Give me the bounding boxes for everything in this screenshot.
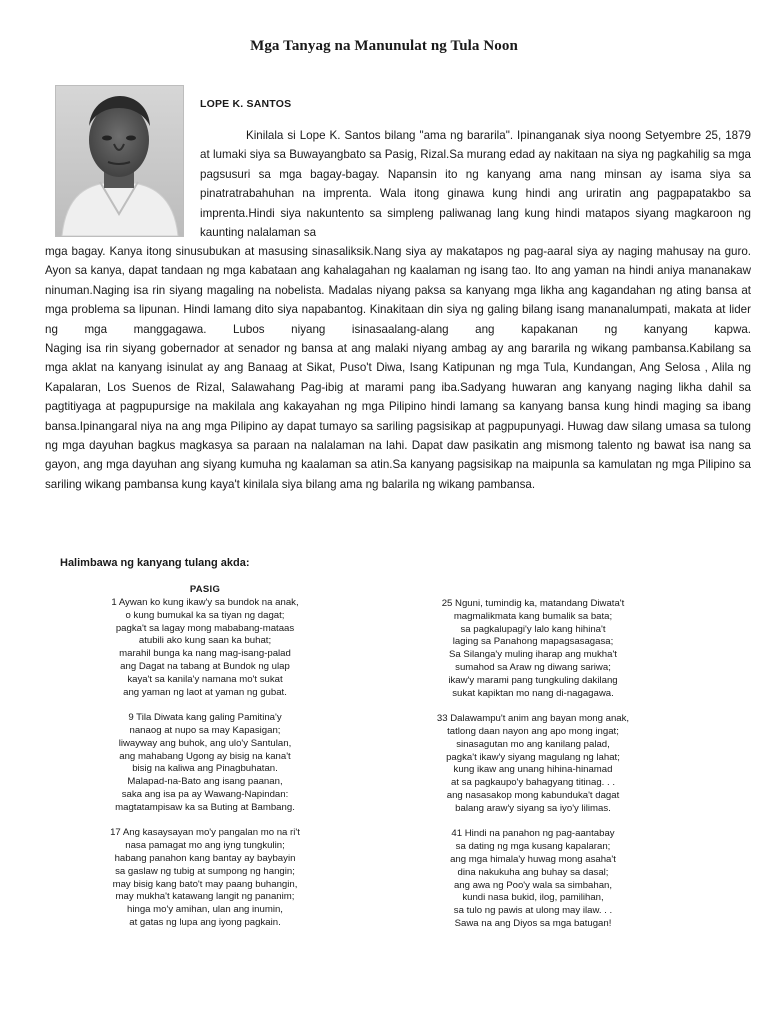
poem-line: ikaw'y marami pang tungkuling dakilang — [448, 674, 618, 686]
example-heading: Halimbawa ng kanyang tulang akda: — [60, 557, 250, 569]
poem-line: at sa pagkaupo'y bahagyang titinag. . . — [451, 777, 615, 789]
poem-line: kundi nasa bukid, ilog, pamilihan, — [462, 892, 604, 904]
poem-stanza — [408, 713, 658, 815]
poem-line: Sawa na ang Diyos sa mga batugan! — [454, 917, 612, 929]
poem-line: ang nasasakop mong kabunduka't dagat — [446, 789, 620, 801]
poem-line: atubili ako kung saan ka buhat; — [138, 635, 272, 647]
poem-line: saka ang isa pa ay Wawang-Napindan: — [121, 788, 289, 800]
bio-body — [45, 242, 751, 494]
poem-stanza — [80, 597, 330, 699]
poem-line: 25 Nguni, tumindig ka, matandang Diwata't — [441, 598, 625, 609]
poem-line: magtatampisaw ka sa Buting at Bambang. — [115, 801, 295, 813]
poem-line: sa dating ng mga kusang kapalaran; — [455, 841, 611, 853]
poem-line: kung ikaw ang unang hihina-hinamad — [453, 764, 613, 776]
poem-line: ang yaman ng laot at yaman ng gubat. — [123, 686, 287, 698]
poem-stanza — [408, 598, 658, 700]
poem-line: magmalikmata kang bumalik sa bata; — [453, 610, 613, 622]
poem-line: 9 Tila Diwata kang galing Pamitina'y — [128, 712, 282, 724]
poem-column-left — [80, 597, 330, 943]
poem-line: 33 Dalawampu't anim ang bayan mong anak, — [436, 713, 630, 725]
poem-stanza — [408, 828, 658, 930]
poem-line: kaya't sa kanila'y namana mo't sukat — [127, 673, 283, 685]
poem-line: laging sa Panahong mapagsasagasa; — [452, 636, 614, 648]
poem-title: PASIG — [189, 584, 221, 595]
poem-line: sumahod sa Araw ng diwang sariwa; — [455, 661, 611, 673]
poem-line: habang panahon kang bantay ay baybayin — [114, 852, 296, 864]
poem-line: at gatas ng lupa ang iyong pagkain. — [129, 916, 281, 928]
poem-line: ang mahabang Ugong ay bisig na kana't — [119, 750, 291, 762]
poem-line: sukat kapiktan mo nang di-nagagawa. — [452, 687, 614, 699]
poem-line: sa pagkalupagi'y lalo kang hihina't — [460, 623, 606, 635]
poem-stanza — [80, 712, 330, 814]
poem-line: hinga mo'y amihan, ulan ang inumin, — [127, 904, 283, 916]
poem-line: sa gaslaw ng tubig at sumpong ng hangin; — [115, 865, 295, 877]
poem-line: dina nakukuha ang buhay sa dasal; — [457, 866, 609, 878]
poem-line: 1 Aywan ko kung ikaw'y sa bundok na anak, — [111, 597, 299, 608]
poem-line: marahil bunga ka nang mag-isang-palad — [119, 648, 291, 660]
poem-line: may mukha't katawang langit ng pananim; — [115, 891, 295, 903]
bio-intro: Kinilala si Lope K. Santos bilang "ama ng bararila". Ipinanganak siya noong Setyembre 25, 1879 at lumaki siya sa Buwayangbato sa Pasig, Rizal.Sa murang edad ay nakitaan na siya ng pagkahilig sa mga pagsusuri sa mga bagay-bagay. Napansin ito ng kanyang ama nang minsan ay isama siya sa pinatratrabahuhan na imprenta. Wala itong ginawa kung hindi ang uriratin ang pagpapatakbo sa imprenta.Hindi siya nakuntento sa simpleng paliwanag lang kung hindi matapos siyang magkaroon ng kaunting nalalaman sa — [200, 129, 751, 240]
poem-line: ang Dagat na tabang at Bundok ng ulap — [120, 660, 290, 672]
author-portrait-image — [56, 86, 183, 236]
poem-line: nanaog at nupo sa may Kapasigan; — [129, 724, 281, 736]
poem-line: o kung bumukal ka sa tiyan ng dagat; — [125, 609, 285, 621]
poem-line: may bisig kang bato't may paang buhangin, — [112, 878, 298, 890]
poem-line: sinasagutan mo ang kanilang palad, — [456, 738, 610, 750]
poem-line: Malapad-na-Bato ang isang paanan, — [127, 776, 283, 788]
poem-stanza — [80, 827, 330, 929]
poem-column-right — [408, 598, 658, 944]
poem-line: balang araw'y siyang sa iyo'y lilimas. — [455, 802, 611, 814]
poem-line: 41 Hindi na panahon ng pag-aantabay — [451, 828, 615, 840]
author-name: LOPE K. SANTOS — [200, 98, 292, 110]
bio-paragraph: mga bagay. Kanya itong sinusubukan at masusing sinasaliksik.Nang siya ay makatapos ng pag-aaral siya ay naging mahusay na guro. Ayon sa kanya, dapat tandaan ng mga kabataan ang kahalagahan ng kaalaman ng isang tao. Ito ang yaman na hindi aniya mananakaw ninuman.Naging isa rin siyang magaling na nobelista. Madalas niyang paksa sa kanyang mga likha ang kagandahan ng ating bansa at mga problema sa lipunan. Hindi lamang dito siya napabantog. Kinakitaan din siya ng galing bilang isang mananalumpati, makata at lider ng mga manggagawa. Lubos niyang isinasaalang-alang ang kapakanan ng kanyang kapwa. — [45, 245, 751, 336]
poem-line: liwayway ang buhok, ang ulo'y Santulan, — [118, 737, 292, 749]
poem-line: bisig na kaliwa ang Pinagbuhatan. — [132, 763, 278, 775]
poem-line: ang mga himala'y huwag mong asaha't — [450, 853, 616, 865]
poem-line: pagka't ikaw'y siyang magulang ng lahat; — [446, 751, 620, 763]
author-portrait — [55, 85, 184, 237]
poem-line: Sa Silanga'y muling iharap ang mukha't — [449, 649, 617, 661]
bio-paragraph: Naging isa rin siyang gobernador at senador ng bansa at ang malaki niyang ambag ay ang bararila ng wikang pambansa.Kabilang sa mga aklat na kanyang isinulat ay ang Banaag at Sikat, Puso't Diwa, Isang Katipunan ng mga Tula, Kundangan, Ang Selosa , Alila ng Kapalaran, Los Suenos de Rizal, Salawahang Pag-ibig at marami pang iba.Sadyang huwaran ang kanyang naging likha dahil sa pagtitiyaga at pagpupursige na makilala ang kakayahan ng mga Pilipino hindi lamang sa kanyang bansa kung hindi maging sa ibang bansa.Ipinangaral niya na ang mga Pilipino ay dapat tumayo sa sariling pagsisikap at pagpupunyagi. Huwag daw silang umasa sa tulong ng mga dayuhan bagkus magkasya sa paraan na nalalaman na lahi. Dapat daw pasikatin ang mismong talento ng bawat isa nang sa gayon, ang mga dayuhan ang siyang kumuha ng kaalaman sa atin.Sa kanyang pagsisikap na maipunla sa kamulatan ng mga Pilipino sa sariling wikang pambansa kung kaya't kinilala siya bilang ama ng balarila ng wikang pambansa. — [45, 342, 751, 491]
page-title: Mga Tanyag na Manunulat ng Tula Noon — [250, 38, 518, 54]
poem-line: sa tulo ng pawis at ulong may ilaw. . . — [453, 905, 613, 917]
poem-line: 17 Ang kasaysayan mo'y pangalan mo na ri't — [110, 827, 300, 839]
poem-line: tatlong daan nayon ang apo mong ingat; — [447, 725, 619, 737]
poem-line: ang awa ng Poo'y wala sa simbahan, — [453, 879, 613, 891]
poem-line: pagka't sa lagay mong mababang-mataas — [115, 622, 295, 634]
poem-line: nasa pamagat mo ang iyng tungkulin; — [125, 840, 285, 852]
